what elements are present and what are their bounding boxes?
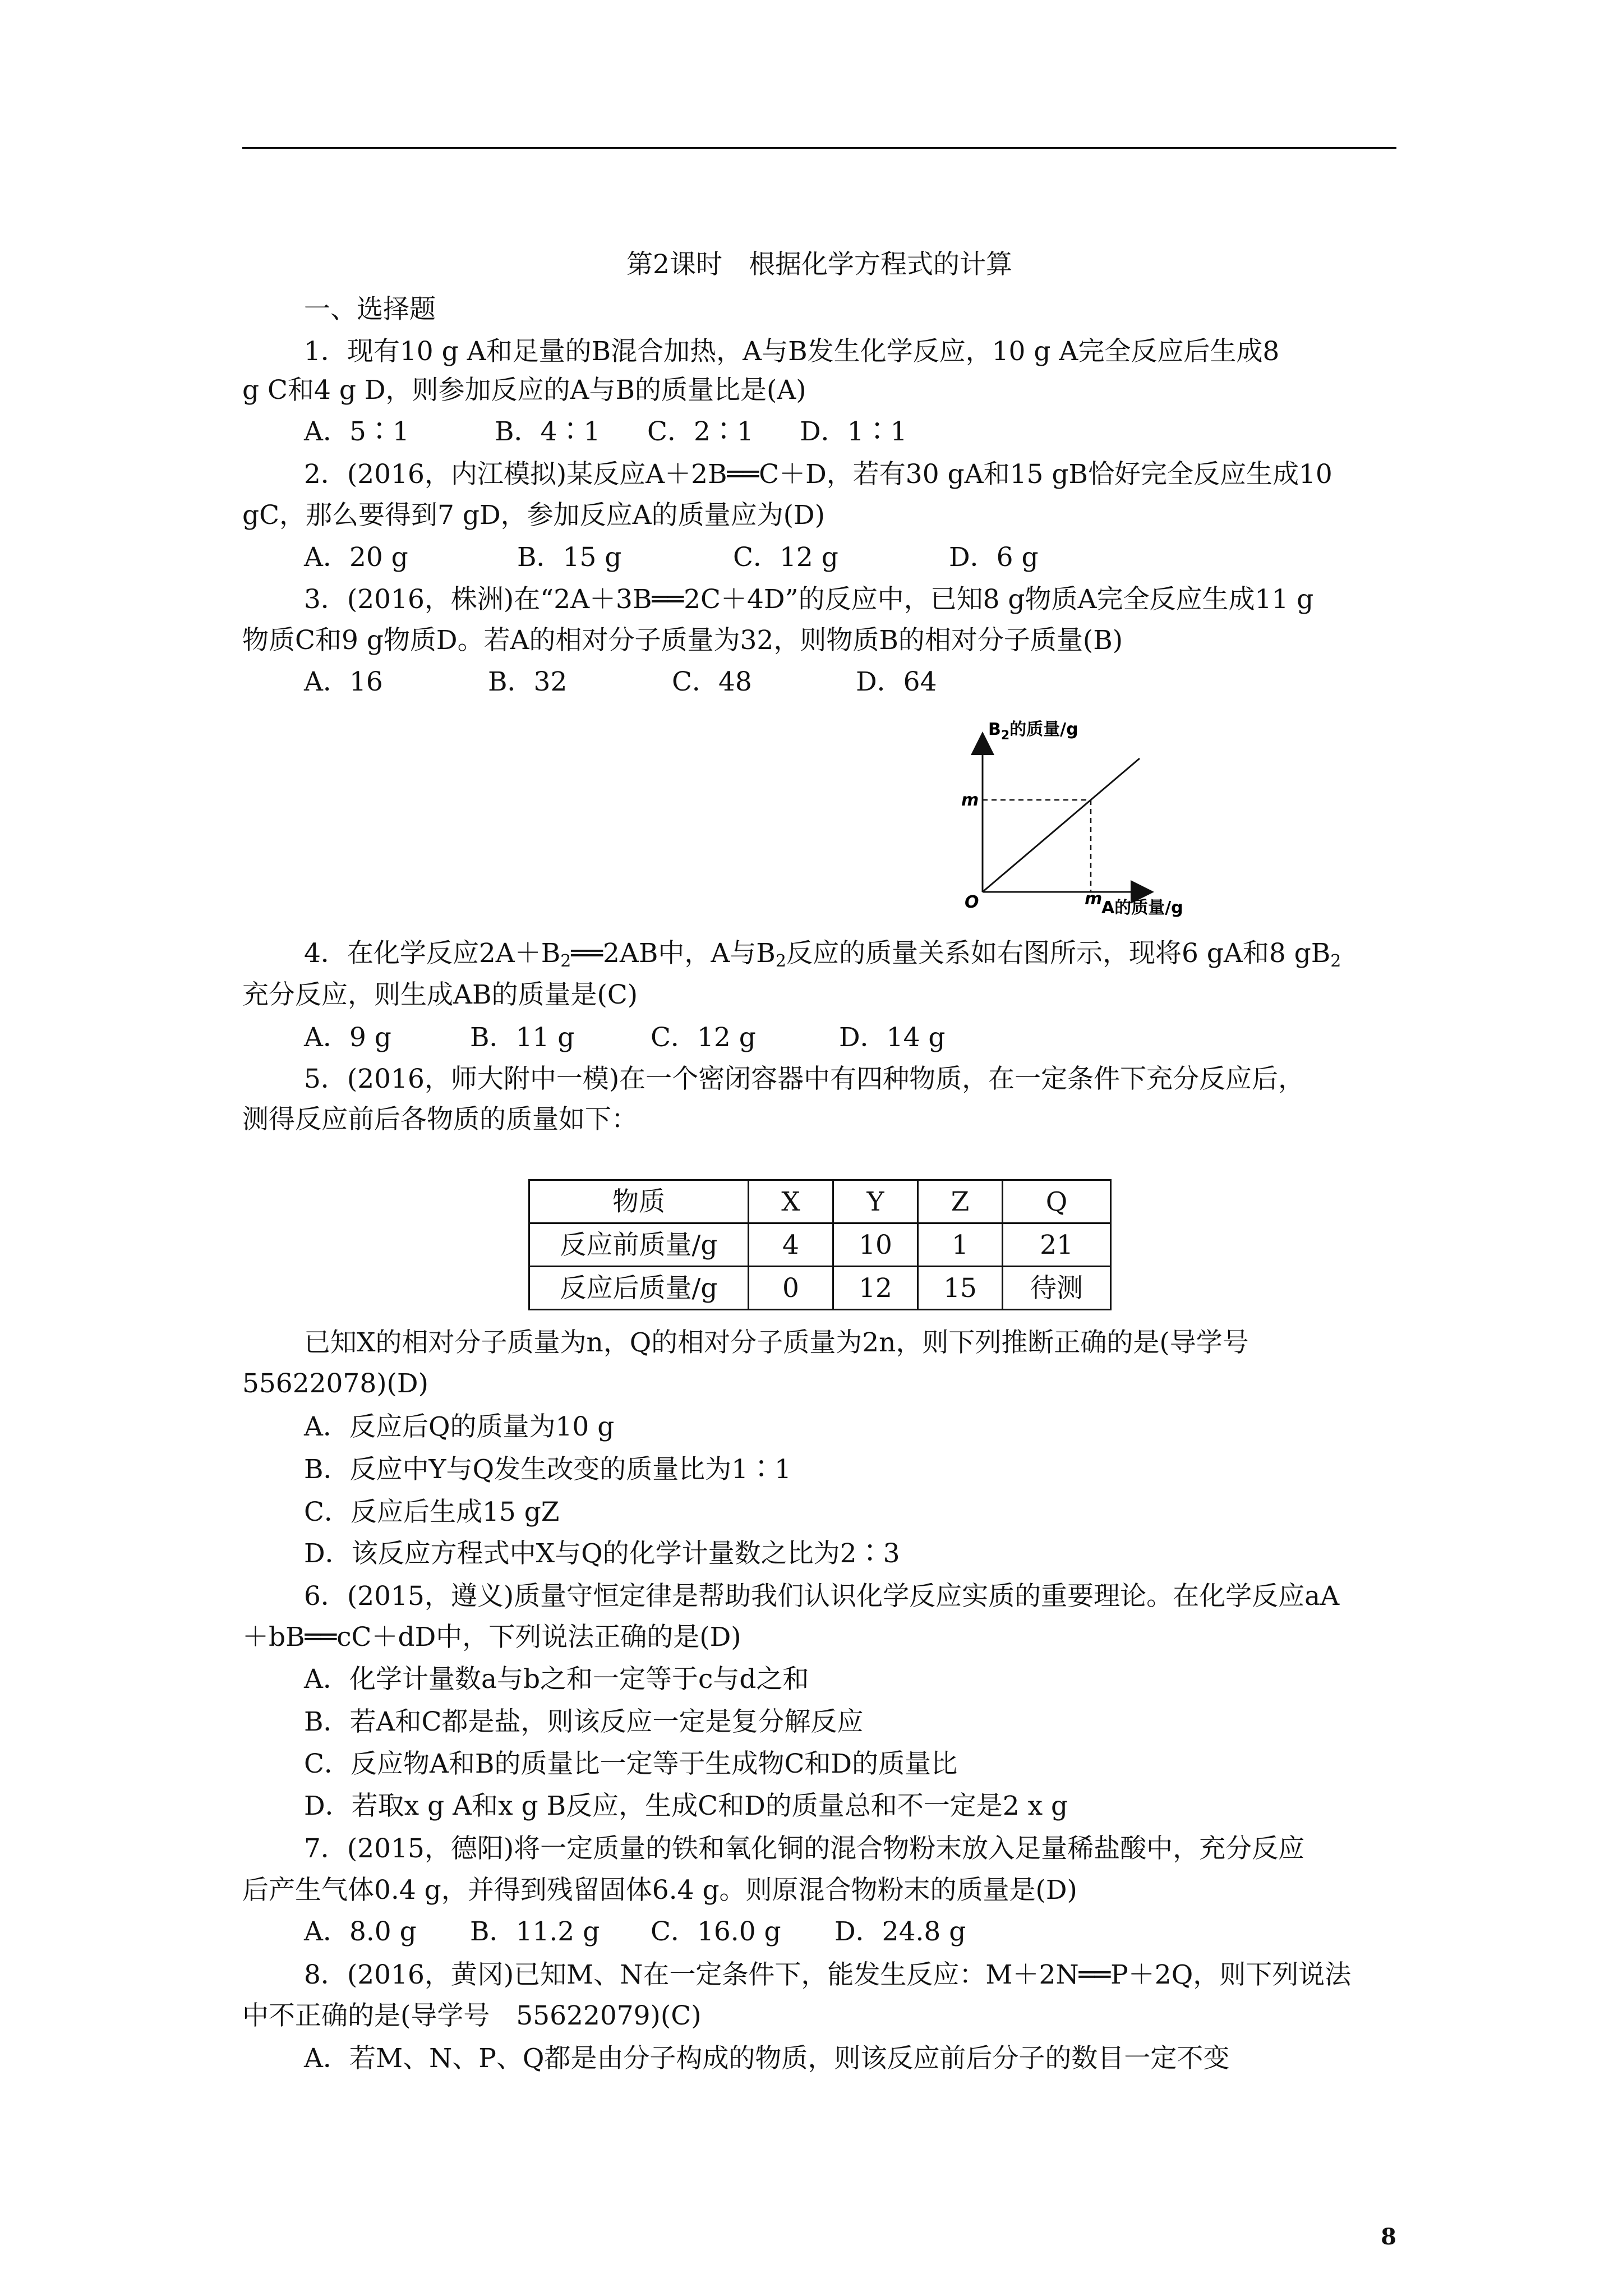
q5-option-d: D．该反应方程式中X与Q的化学计量数之比为2∶3 [304,1538,900,1569]
table-cell: 10 [833,1223,918,1267]
y-tick-m: m [961,790,979,810]
q6-line-2: ＋bB══cC＋dD中，下列说法正确的是(D) [242,1622,741,1653]
q2-line-1: 2．(2016，内江模拟)某反应A＋2B══C＋D，若有30 gA和15 gB恰好完全反应生成10 [304,459,1332,490]
q6-option-d: D．若取x g A和x g B反应，生成C和D的质量总和不一定是2 x g [304,1791,1068,1821]
q2-option-b: B．15 g [517,542,622,573]
table-header-cell: Z [918,1180,1003,1223]
q2-options [304,542,1039,573]
q3-options [304,666,937,697]
header-rule [242,147,1396,149]
origin-label: O [965,892,979,912]
q7-line-2: 后产生气体0.4 g，并得到残留固体6.4 g。则原混合物粉末的质量是(D) [242,1875,1077,1906]
q4-option-b: B．11 g [470,1022,575,1053]
table-cell: 待测 [1003,1267,1111,1310]
q3-option-b: B．32 [488,666,568,697]
q2-line-2: gC，那么要得到7 gD，参加反应A的质量应为(D) [242,500,825,531]
q6-option-b: B．若A和C都是盐，则该反应一定是复分解反应 [304,1706,864,1737]
q1-line-2: g C和4 g D，则参加反应的A与B的质量比是(A) [242,375,806,406]
x-tick-m: m [1085,889,1103,909]
mass-table [528,1179,1112,1310]
q3-option-a: A．16 [304,666,383,697]
q1-option-a: A．5∶1 [304,416,409,447]
q1-option-b: B．4∶1 [495,416,601,447]
table-row [529,1223,1111,1267]
q6-option-a: A．化学计量数a与b之和一定等于c与d之和 [304,1664,809,1695]
table-cell: 1 [918,1223,1003,1267]
q5-option-c: C．反应后生成15 gZ [304,1497,560,1527]
q3-line-2: 物质C和9 g物质D。若A的相对分子质量为32，则物质B的相对分子质量(B) [242,625,1123,656]
data-line [983,758,1140,892]
q1-option-c: C．2∶1 [647,416,754,447]
q1-option-d: D．1∶1 [800,416,907,447]
q3-option-d: D．64 [856,666,937,697]
mass-relation-graph [955,720,1224,920]
table-header-cell: 物质 [529,1180,749,1223]
table-header-cell: X [749,1180,833,1223]
q1-line-1: 1．现有10 g A和足量的B混合加热，A与B发生化学反应，10 g A完全反应后生成8 [304,336,1280,367]
q3-option-c: C．48 [672,666,752,697]
q7-option-c: C．16.0 g [651,1916,781,1947]
q2-option-c: C．12 g [733,542,838,573]
q4-options [304,1024,946,1051]
q7-option-d: D．24.8 g [834,1916,966,1947]
table-row [529,1267,1111,1310]
table-header-cell: Q [1003,1180,1111,1223]
q7-line-1: 7．(2015，德阳)将一定质量的铁和氧化铜的混合物粉末放入足量稀盐酸中，充分反应 [304,1833,1305,1864]
table-cell: 反应后质量/g [529,1267,749,1310]
table-header-row [529,1180,1111,1223]
q3-line-1: 3．(2016，株洲)在“2A＋3B══2C＋4D”的反应中，已知8 g物质A完全反应生成11 g [304,584,1314,615]
q5-line-3: 已知X的相对分子质量为n，Q的相对分子质量为2n，则下列推断正确的是(导学号 [304,1327,1249,1358]
table-cell: 反应前质量/g [529,1223,749,1267]
table-cell: 4 [749,1223,833,1267]
q2-option-d: D．6 g [949,542,1039,573]
q4-option-d: D．14 g [839,1022,946,1053]
y-axis-label: $B_2$的质量/g [988,720,1078,743]
q5-line-4: 55622078)(D) [242,1368,428,1399]
q7-option-b: B．11.2 g [470,1916,600,1947]
x-axis-label: A的质量/g [1101,898,1183,918]
q1-options [304,418,907,445]
table-cell: 0 [749,1267,833,1310]
table-cell: 21 [1003,1223,1111,1267]
q4-line-1: 4．在化学反应$2A+B_2══2AB$中，A与$B_2$反应的质量关系如右图所示，现将6 gA和8 $gB_2$ [304,938,1341,971]
q7-option-a: A．8.0 g [304,1916,417,1947]
table-cell: 12 [833,1267,918,1310]
q4-option-a: A．9 g [304,1022,391,1053]
q6-option-c: C．反应物A和B的质量比一定等于生成物C和D的质量比 [304,1749,958,1779]
q4-line-2: 充分反应，则生成AB的质量是(C) [242,979,638,1010]
page-number: 8 [1381,2224,1396,2250]
q5-line-2: 测得反应前后各物质的质量如下： [242,1104,638,1135]
q5-option-b: B．反应中Y与Q发生改变的质量比为1∶1 [304,1454,791,1485]
q6-line-1: 6．(2015，遵义)质量守恒定律是帮助我们认识化学反应实质的重要理论。在化学反应aA [304,1581,1340,1612]
table-cell: 15 [918,1267,1003,1310]
q8-line-1: 8．(2016，黄冈)已知M、N在一定条件下，能发生反应：M＋2N══P＋2Q，则下列说法 [304,1959,1352,1990]
q8-option-a: A．若M、N、P、Q都是由分子构成的物质，则该反应前后分子的数目一定不变 [304,2043,1230,2074]
q2-option-a: A．20 g [304,542,408,573]
mass-relation-svg [955,720,1224,920]
table-header-cell: Y [833,1180,918,1223]
q4-option-c: C．12 g [651,1022,756,1053]
section-heading: 一、选择题 [304,294,436,325]
lesson-title: 第2课时 根据化学方程式的计算 [626,249,1012,280]
q5-line-1: 5．(2016，师大附中一模)在一个密闭容器中有四种物质，在一定条件下充分反应后， [304,1064,1305,1094]
q7-options [304,1918,966,1945]
q8-line-2: 中不正确的是(导学号 55622079)(C) [242,2000,702,2031]
q5-option-a: A．反应后Q的质量为10 g [304,1411,615,1442]
